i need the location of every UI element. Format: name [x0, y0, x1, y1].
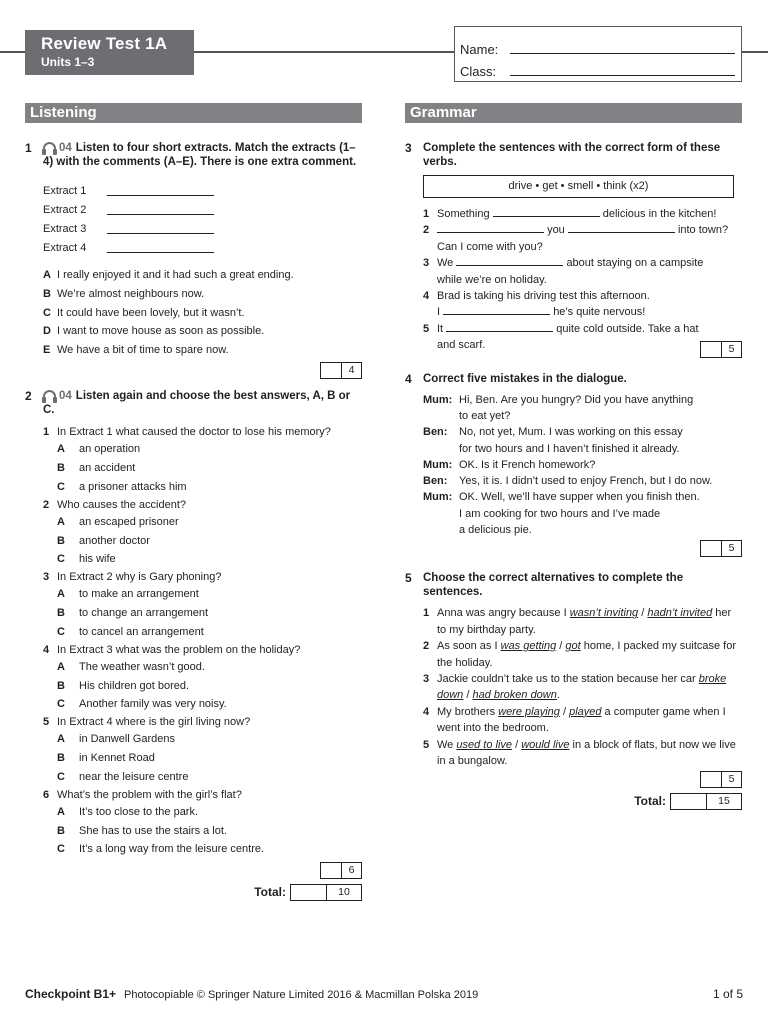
choice-text: another doctor [79, 534, 150, 547]
alternative-option[interactable]: got [565, 640, 581, 653]
answer-line[interactable] [107, 222, 214, 234]
choice-letter: C [57, 698, 65, 711]
choice-letter: B [57, 534, 65, 547]
comment-option: C It could have been lovely, but it wasn’t. [43, 306, 245, 319]
choice-letter: C [57, 553, 65, 566]
answer-choice[interactable] [57, 677, 362, 696]
class-label: Class: [460, 64, 497, 79]
extract-row [43, 199, 362, 218]
answer-gap[interactable] [443, 304, 550, 315]
answer-choice[interactable] [57, 440, 362, 459]
choice-text: Another family was very noisy. [79, 698, 227, 711]
choice-text: The weather wasn’t good. [79, 660, 205, 673]
choice-text: his wife [79, 553, 116, 566]
score-box: 5 [405, 771, 742, 788]
question-instruction: Listen again and choose the best answers, A, B or C. [43, 389, 351, 416]
score-box: 6 [25, 862, 362, 879]
choice-letter: C [57, 843, 65, 856]
answer-choice[interactable] [57, 749, 362, 768]
question-item [43, 714, 362, 730]
sentence-item: 3 We about staying on a campsite while we’re on holiday. [423, 257, 704, 286]
answer-choice[interactable] [57, 803, 362, 822]
answer-line[interactable] [107, 184, 214, 196]
test-title: Review Test 1A [41, 34, 168, 53]
footer-copyright: Photocopiable © Springer Nature Limited 2016 & Macmillan Polska 2019 [124, 989, 479, 1001]
answer-choice[interactable] [57, 840, 362, 859]
dialogue-line: Ben: Yes, it is. I didn’t used to enjoy French, but I do now. [423, 475, 713, 488]
listening-total: Total: 10 [25, 884, 362, 901]
grammar-heading: Grammar [405, 103, 742, 123]
grammar-column [405, 135, 742, 810]
item-stem: In Extract 1 what caused the doctor to lose his memory? [57, 425, 331, 438]
choice-text: to cancel an arrangement [79, 625, 204, 638]
extract-row [43, 180, 362, 199]
answer-gap[interactable] [568, 222, 675, 233]
total-entry[interactable] [670, 793, 707, 810]
comment-option: A I really enjoyed it and it had such a great ending. [43, 269, 294, 281]
comment-option: B We’re almost neighbours now. [43, 287, 205, 300]
answer-line[interactable] [107, 203, 214, 215]
alternative-option[interactable]: were playing [498, 705, 560, 718]
score-box: 5 [405, 341, 742, 358]
choice-letter: C [57, 480, 65, 493]
answer-choice[interactable] [57, 730, 362, 749]
score-box: 4 [25, 362, 362, 379]
choice-letter: B [57, 824, 65, 837]
choice-text: to make an arrangement [79, 588, 199, 601]
item-stem: In Extract 4 where is the girl living now? [57, 716, 251, 729]
question-instruction: Complete the sentences with the correct form of these verbs. [423, 142, 721, 168]
choice-letter: B [57, 607, 65, 620]
choice-text: It’s a long way from the leisure centre. [79, 843, 265, 856]
extract-label: Extract 3 [43, 223, 87, 235]
answer-gap[interactable] [437, 222, 544, 233]
question-4 [405, 372, 742, 558]
extract-label: Extract 2 [43, 204, 87, 216]
question-item [43, 569, 362, 585]
answer-line[interactable] [107, 241, 214, 253]
choice-letter: A [57, 660, 65, 673]
answer-choice[interactable] [57, 478, 362, 497]
alternative-option[interactable]: would live [521, 738, 570, 751]
choice-text: a prisoner attacks him [79, 480, 187, 493]
answer-choice[interactable] [57, 459, 362, 478]
item-number: 2 [43, 498, 50, 511]
choice-text: It’s too close to the park. [79, 805, 199, 818]
question-1 [25, 141, 362, 379]
question-instruction: Correct five mistakes in the dialogue. [423, 372, 627, 385]
question-instruction: Listen to four short extracts. Match the extracts (1–4) with the comments (A–E). There is one extra comment. [43, 142, 357, 168]
alternative-option[interactable]: hadn’t invited [647, 607, 713, 620]
alternative-item: 5 We used to live / would live in a block of flats, but now we live in a bungalow. [423, 738, 736, 767]
choice-letter: C [57, 770, 65, 783]
question-item [43, 497, 362, 513]
class-field[interactable] [510, 64, 735, 76]
alternative-item: 3 Jackie couldn’t take us to the station because her car broke down / had broken down. [423, 672, 727, 702]
choice-letter: A [57, 733, 65, 746]
item-stem: What’s the problem with the girl’s flat? [57, 788, 242, 801]
page-footer [25, 987, 743, 1001]
alternative-option[interactable]: was getting [500, 640, 557, 653]
test-title-box [25, 30, 194, 75]
headphones-icon [43, 142, 56, 152]
choice-letter: B [57, 462, 65, 475]
choice-text: in Danwell Gardens [79, 733, 175, 746]
grammar-total: Total: 15 [405, 793, 742, 810]
question-instruction: Choose the correct alternatives to complete the sentences. [423, 572, 684, 599]
question-number: 5 [405, 571, 412, 586]
alternative-option[interactable]: used to live [456, 738, 513, 751]
choice-letter: A [57, 443, 65, 456]
score-entry[interactable] [700, 341, 722, 358]
item-stem: In Extract 3 what was the problem on the holiday? [57, 643, 301, 656]
choice-letter: A [57, 515, 65, 528]
alternative-item: 2 As soon as I was getting / got home, I packed my suitcase for the holiday. [423, 640, 737, 669]
item-number: 1 [43, 425, 50, 438]
comment-option: D I want to move house as soon as possible. [43, 325, 265, 338]
choice-text: She has to use the stairs a lot. [79, 824, 227, 837]
choice-text: an escaped prisoner [79, 515, 179, 528]
answer-gap[interactable] [493, 206, 600, 217]
alternative-option[interactable]: wasn’t inviting [569, 607, 639, 620]
headphones-icon [43, 390, 56, 400]
score-entry[interactable] [700, 540, 722, 557]
extract-row [43, 237, 362, 256]
item-stem: In Extract 2 why is Gary phoning? [57, 571, 222, 584]
alternative-item: 1 Anna was angry because I wasn’t inviting / hadn’t invited her to my birthday party. [423, 607, 732, 636]
choice-letter: C [57, 625, 65, 638]
choice-letter: B [57, 679, 65, 692]
sentence-item: 4 Brad is taking his driving test this afternoon. I he’s quite nervous! [423, 290, 650, 319]
answer-gap[interactable] [446, 321, 553, 332]
choice-text: His children got bored. [79, 679, 190, 692]
item-number: 5 [43, 716, 50, 729]
comment-option: E We have a bit of time to spare now. [43, 344, 229, 357]
track-number: 04 [59, 389, 72, 402]
track-number: 04 [59, 142, 72, 154]
answer-choice[interactable] [57, 658, 362, 677]
choice-text: in Kennet Road [79, 752, 155, 765]
item-number: 3 [43, 571, 50, 584]
choice-letter: A [57, 588, 65, 601]
name-class-box [454, 26, 742, 82]
test-units: Units 1–3 [41, 55, 95, 69]
dialogue-line: Mum: OK. Is it French homework? [423, 458, 596, 471]
question-number: 2 [25, 388, 32, 403]
answer-choice[interactable] [57, 604, 362, 623]
sentence-item: 5 It quite cold outside. Take a hat and scarf. [423, 322, 699, 352]
page-number: 1 of 5 [712, 987, 743, 1001]
alternative-option[interactable]: had broken down [472, 689, 557, 702]
question-5 [405, 571, 742, 788]
alternative-option[interactable]: broke down [437, 672, 727, 702]
item-stem: Who causes the accident? [57, 498, 187, 511]
choice-letter: B [57, 752, 65, 765]
name-field[interactable] [510, 42, 735, 54]
answer-choice[interactable] [57, 550, 362, 569]
score-entry[interactable] [320, 862, 342, 879]
question-2 [25, 389, 362, 879]
answer-choice[interactable] [57, 695, 362, 714]
answer-gap[interactable] [456, 255, 563, 266]
score-entry[interactable] [320, 362, 342, 379]
score-box: 5 [405, 540, 742, 557]
answer-choice[interactable] [57, 585, 362, 604]
listening-heading: Listening [25, 103, 362, 123]
choice-text: an operation [79, 443, 141, 456]
extract-row [43, 218, 362, 237]
footer-brand: Checkpoint B1+ [25, 987, 117, 1001]
alternative-item: 4 My brothers were playing / played a computer game when I went into the bedroom. [423, 705, 726, 735]
question-item [43, 642, 362, 658]
question-number: 1 [25, 141, 32, 155]
choice-text: to change an arrangement [79, 607, 209, 620]
dialogue-line: Mum: OK. Well, we’ll have supper when you finish then. I am cooking for two hours and I’ve made a delicious pie. [423, 491, 700, 537]
sentence-item: 2 you into town? Can I come with you? [423, 224, 729, 253]
choice-text: near the leisure centre [79, 770, 189, 783]
sentence-item: 1 Something delicious in the kitchen! [423, 208, 717, 220]
item-number: 4 [43, 643, 50, 656]
dialogue-line: Mum: Hi, Ben. Are you hungry? Did you have anything to eat yet? [423, 393, 694, 422]
total-entry[interactable] [290, 884, 327, 901]
answer-choice[interactable] [57, 768, 362, 787]
answer-choice[interactable] [57, 532, 362, 551]
dialogue-line: Ben: No, not yet, Mum. I was working on this essay for two hours and I haven’t finished it already. [423, 426, 683, 455]
word-box: drive • get • smell • think (x2) [423, 175, 734, 198]
score-entry[interactable] [700, 771, 722, 788]
answer-choice[interactable] [57, 623, 362, 642]
item-number: 6 [43, 788, 50, 801]
extract-label: Extract 4 [43, 242, 87, 254]
choice-letter: A [57, 805, 65, 818]
question-item [43, 787, 362, 803]
question-number: 3 [405, 141, 412, 155]
answer-choice[interactable] [57, 822, 362, 841]
choice-text: an accident [79, 462, 136, 475]
question-number: 4 [405, 371, 412, 386]
question-3 [405, 141, 742, 358]
alternative-option[interactable]: played [569, 705, 602, 718]
extract-label: Extract 1 [43, 185, 87, 197]
question-item [43, 424, 362, 440]
name-label: Name: [460, 42, 499, 57]
listening-column [25, 135, 362, 901]
answer-choice[interactable] [57, 513, 362, 532]
